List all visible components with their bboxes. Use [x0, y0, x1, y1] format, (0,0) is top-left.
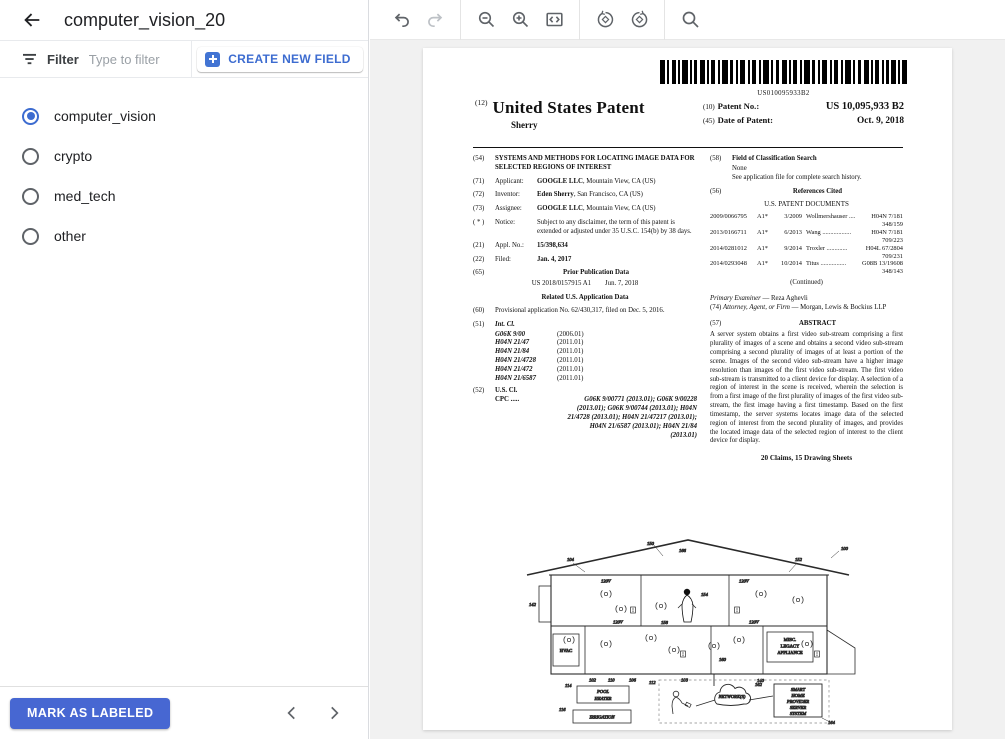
svg-text:HEATER: HEATER	[594, 696, 612, 701]
svg-text:166: 166	[679, 548, 686, 553]
field-number: ( * )	[473, 219, 485, 227]
zoom-out-icon[interactable]	[469, 3, 503, 37]
svg-text:140: 140	[757, 678, 764, 683]
notice-key: Notice:	[495, 219, 516, 227]
label-options-list	[0, 78, 368, 256]
inventor-value: Eden Sherry, San Francisco, CA (US)	[537, 191, 643, 199]
radio-option-label: computer_vision	[54, 108, 156, 124]
filed-key: Filed:	[495, 255, 511, 263]
provisional-value: Provisional application No. 62/430,317, filed on Dec. 5, 2016.	[495, 306, 665, 314]
claims-line: 20 Claims, 15 Drawing Sheets	[760, 454, 853, 463]
appl-no-key: Appl. No.:	[495, 241, 524, 249]
header-rule	[473, 147, 903, 148]
toolbar-divider	[664, 0, 665, 40]
back-arrow-icon[interactable]	[20, 8, 44, 32]
field-number: (73)	[473, 205, 485, 213]
primary-examiner: Primary Examiner — Reza Aghevli	[710, 294, 808, 302]
rotate-left-icon[interactable]	[588, 3, 622, 37]
field-number: (58)	[710, 155, 722, 162]
server-box	[774, 684, 836, 725]
fit-to-width-icon[interactable]	[537, 3, 571, 37]
create-new-field-label: CREATE NEW FIELD	[228, 52, 351, 66]
field-number: (22)	[473, 255, 485, 263]
misc-legacy-appliance-box	[767, 632, 813, 662]
field-number: (12)	[475, 98, 488, 107]
assignee-value: GOOGLE LLC, Mountain View, CA (US)	[537, 205, 656, 213]
attorney-row: (74) Attorney, Agent, or Firm — Morgan, Lewis & Bockius LLP	[710, 303, 887, 311]
svg-text:SYSTEM: SYSTEM	[789, 711, 807, 716]
svg-text:IRRIGATION: IRRIGATION	[589, 714, 615, 720]
classification-note: See application file for complete search history.	[732, 173, 862, 181]
viewer-toolbar	[370, 0, 1005, 40]
field-number: (51)	[473, 320, 485, 328]
patent-no-value: US 10,095,933 B2	[825, 101, 904, 112]
svg-text:102: 102	[589, 677, 596, 683]
date-of-patent-value: Oct. 9, 2018	[857, 116, 904, 126]
field-number: (54)	[473, 155, 485, 162]
abstract-title: ABSTRACT	[798, 319, 836, 327]
mark-as-labeled-button[interactable]: MARK AS LABELED	[10, 698, 170, 729]
irrigation-box	[559, 707, 631, 723]
svg-text:SMART: SMART	[790, 687, 806, 692]
radio-option-computer-vision[interactable]	[22, 96, 368, 136]
field-number: (10)	[703, 103, 715, 111]
int-cl-table: G06K 9/00 (2006.01) H04N 21/47 (2011.01) H04N 21/84 (2011.01) H04N 21/4728 (2011.01) H04N 21/472 (2011.01) H04N 21/6587 (2011.01)	[495, 330, 584, 382]
filed-value: Jan. 4, 2017	[537, 255, 572, 263]
radio-option-crypto[interactable]	[22, 136, 368, 176]
svg-text:110: 110	[608, 677, 615, 683]
svg-text:SERVER: SERVER	[789, 705, 807, 710]
prior-pub-row: US 2018/0157915 A1 Jun. 7, 2018	[531, 280, 639, 288]
svg-text:164: 164	[828, 720, 835, 725]
field-number: (57)	[710, 319, 722, 327]
prior-pub-title: Prior Publication Data	[563, 269, 629, 277]
rotate-right-icon[interactable]	[622, 3, 656, 37]
classification-none: None	[732, 164, 747, 172]
svg-text:NETWORK(S): NETWORK(S)	[718, 694, 746, 699]
create-field-area	[192, 41, 368, 77]
notice-value: Subject to any disclaimer, the term of this patent is extended or adjusted under 35 U.S.C. 154(b) by 38 days.	[537, 219, 692, 235]
svg-text:142: 142	[529, 602, 536, 607]
zoom-in-icon[interactable]	[503, 3, 537, 37]
patent-page	[423, 48, 952, 730]
references-cited-title: References Cited	[792, 188, 843, 196]
field-number: (21)	[473, 241, 485, 249]
applicant-key: Applicant:	[495, 177, 524, 185]
filter-row	[0, 41, 368, 78]
document-area	[370, 40, 1005, 739]
patent-right-column	[710, 155, 903, 464]
appl-no-value: 15/398,634	[537, 241, 568, 249]
svg-text:120V: 120V	[739, 578, 749, 584]
svg-text:HVAC: HVAC	[559, 648, 573, 653]
svg-text:150: 150	[647, 541, 654, 546]
radio-option-label: other	[54, 228, 86, 244]
applicant-value: GOOGLE LLC, Mountain View, CA (US)	[537, 177, 656, 185]
document-viewer	[370, 0, 1005, 739]
related-data-title: Related U.S. Application Data	[541, 294, 629, 302]
patent-figure	[511, 534, 863, 731]
radio-icon	[22, 228, 39, 245]
radio-option-label: med_tech	[54, 188, 116, 204]
patent-left-column	[473, 155, 697, 464]
filter-label: Filter	[47, 51, 79, 67]
svg-text:160: 160	[719, 657, 726, 662]
radio-option-other[interactable]	[22, 216, 368, 256]
panel-footer	[0, 686, 368, 739]
field-number: (71)	[473, 177, 485, 185]
redo-icon[interactable]	[418, 3, 452, 37]
svg-text:POOL: POOL	[597, 689, 609, 694]
pool-heater-box	[565, 683, 629, 703]
svg-text:120V: 120V	[749, 619, 759, 625]
int-cl-key: Int. Cl.	[495, 320, 515, 328]
svg-text:106: 106	[629, 677, 636, 683]
next-item-button[interactable]	[322, 701, 346, 725]
date-of-patent-label: Date of Patent:	[717, 115, 774, 125]
radio-icon	[22, 148, 39, 165]
svg-text:PROVIDER: PROVIDER	[786, 699, 810, 704]
radio-option-label: crypto	[54, 148, 93, 164]
us-patent-documents-title: U.S. PATENT DOCUMENTS	[764, 200, 849, 209]
barcode	[660, 60, 907, 97]
continued-note: (Continued)	[790, 279, 823, 287]
barcode-bars	[660, 60, 907, 84]
field-number: (72)	[473, 191, 485, 199]
svg-text:114: 114	[565, 683, 572, 688]
citations-table: 2009/0066795 A1* 3/2009 Wollmershauser .... H04N 7/181 348/159 2013/0166711 A1* 6/2013 Wang .................. H04N 7/181 709/223 2014/0281012 A1* 9/2014 Troxler ............. H04L 67/2804 709/231 2014/0293048 A1* 10/2014 Titus ................ G08B 13/19608 348/143	[710, 213, 903, 276]
field-number: (45)	[703, 117, 715, 125]
filter-input[interactable]	[89, 52, 189, 67]
inventor-key: Inventor:	[495, 191, 520, 199]
svg-text:116: 116	[559, 707, 566, 712]
abstract-text: A server system obtains a first video sub-stream comprising a first plurality of images of a scene and obtains a second video sub-stream comprising a second plurality of images of at least a portion of the scene. Images of the second video sub-stream have a higher image resolution than images of the first video sub-stream. The first video sub-stream is transmitted to a client device for display. A selection of a region of interest in the scene is received, wherein the selection is from a first image of the first plurality of images of the first video sub-stream, the first image having a first timestamp. Based on the first timestamp, the server systems locates image data of the selected region of interest from the second plurality of images, and provides the located image data of the selected region of interest to the client device for display.	[710, 331, 903, 445]
classification-search-key: Field of Classification Search	[732, 155, 817, 162]
field-number: (56)	[710, 188, 722, 196]
svg-text:LEGACY: LEGACY	[780, 643, 800, 649]
field-number: (52)	[473, 386, 485, 394]
radio-icon	[22, 108, 39, 125]
field-number: (60)	[473, 306, 485, 314]
svg-text:162: 162	[755, 682, 762, 687]
svg-text:100: 100	[841, 546, 848, 551]
undo-icon[interactable]	[384, 3, 418, 37]
search-icon[interactable]	[673, 3, 707, 37]
svg-text:108: 108	[681, 677, 688, 683]
invention-title: SYSTEMS AND METHODS FOR LOCATING IMAGE DATA FOR SELECTED REGIONS OF INTEREST	[495, 155, 695, 171]
filter-icon	[22, 53, 37, 66]
svg-text:112: 112	[649, 680, 656, 685]
filter-area	[0, 41, 192, 77]
pager	[280, 701, 346, 725]
patent-no-label: Patent No.:	[717, 101, 760, 111]
field-number: (65)	[473, 269, 485, 277]
toolbar-divider	[460, 0, 461, 40]
previous-item-button[interactable]	[280, 701, 304, 725]
patent-body	[473, 155, 903, 464]
network-cloud	[715, 682, 763, 706]
svg-text:MISC.: MISC.	[783, 637, 797, 642]
svg-text:158: 158	[661, 620, 668, 625]
create-new-field-button[interactable]	[197, 47, 363, 72]
svg-text:152: 152	[795, 557, 802, 562]
patent-author: Sherry	[511, 120, 538, 130]
cpc-block: CPC ..... G06K 9/00771 (2013.01); G06K 9/00228 (2013.01); G06K 9/00744 (2013.01); H04N 21/4728 (2013.01); H04N 21/47217 (2013.01); H04N 21/6587 (2013.01); H04N 21/84 (2013.01)	[495, 396, 697, 439]
svg-text:120V: 120V	[613, 619, 623, 625]
panel-header	[0, 0, 368, 41]
toolbar-divider	[579, 0, 580, 40]
barcode-text: US010095933B2	[757, 90, 810, 97]
person-with-device	[672, 691, 691, 714]
dataset-title: computer_vision_20	[64, 9, 226, 30]
svg-text:120V: 120V	[601, 578, 611, 584]
us-cl-key: U.S. Cl.	[495, 386, 518, 394]
patent-title: United States Patent	[492, 98, 645, 117]
assignee-key: Assignee:	[495, 205, 522, 213]
svg-text:104: 104	[567, 557, 574, 562]
radio-option-med-tech[interactable]	[22, 176, 368, 216]
hvac-box	[553, 634, 579, 666]
svg-text:154: 154	[701, 592, 708, 597]
label-panel	[0, 0, 369, 739]
person-in-house	[678, 589, 696, 622]
plus-icon	[205, 52, 220, 67]
radio-icon	[22, 188, 39, 205]
svg-text:HOME: HOME	[791, 693, 805, 698]
svg-text:APPLIANCE: APPLIANCE	[777, 650, 803, 655]
